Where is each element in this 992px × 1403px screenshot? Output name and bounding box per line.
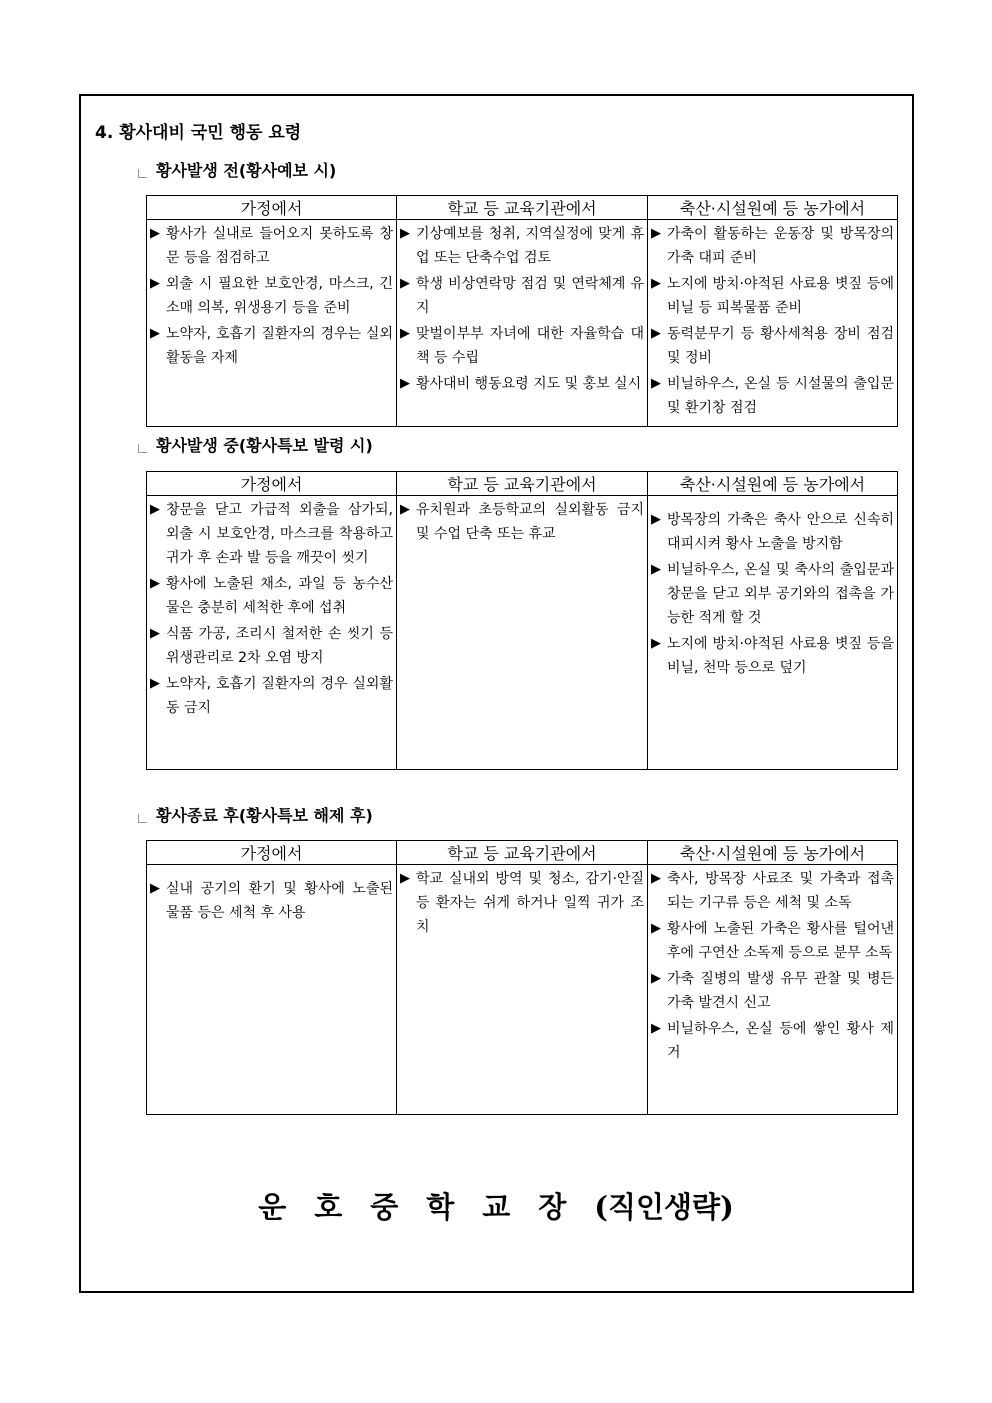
item-text: 맞벌이부부 자녀에 대한 자율학습 대책 등 수립	[416, 326, 644, 366]
table-header-row	[147, 472, 898, 496]
column-header-school: 학교 등 교육기관에서	[397, 841, 648, 865]
item-text: 황사에 노출된 가축은 황사를 털어낸 후에 구연산 소독제 등으로 분무 소독	[667, 921, 894, 961]
bullet-icon: ▶	[400, 326, 410, 341]
cell-home	[147, 865, 397, 1115]
list-item	[400, 498, 644, 546]
subheading-mark-icon	[138, 814, 147, 823]
bullet-icon: ▶	[400, 502, 410, 517]
table-row	[147, 496, 898, 770]
item-text: 노약자, 호흡기 질환자의 경우는 실외활동을 자제	[166, 326, 393, 366]
bullet-icon: ▶	[651, 871, 661, 886]
list-item	[651, 322, 894, 370]
bullet-icon: ▶	[651, 636, 661, 651]
list-item	[651, 917, 894, 965]
item-text: 유치원과 초등학교의 실외활동 금지 및 수업 단축 또는 휴교	[416, 502, 644, 542]
table-row	[147, 865, 898, 1115]
list-item	[651, 967, 894, 1015]
item-text: 가축 질병의 발생 유무 관찰 및 병든 가축 발견시 신고	[667, 971, 894, 1011]
item-text: 황사에 노출된 채소, 과일 등 농수산물은 충분히 세척한 후에 섭취	[166, 576, 393, 616]
section-title: 4. 황사대비 국민 행동 요령	[95, 123, 302, 143]
list-item	[150, 498, 393, 570]
item-text: 비닐하우스, 온실 및 축사의 출입문과 창문을 닫고 외부 공기와의 접촉을 가능한 적게 할 것	[667, 562, 894, 626]
subheading-during	[138, 433, 373, 456]
bullet-icon: ▶	[651, 326, 661, 341]
list-item	[150, 877, 393, 925]
bullet-icon: ▶	[400, 226, 410, 241]
subheading-mark-icon	[138, 169, 147, 178]
list-item	[651, 508, 894, 556]
item-text: 노지에 방치·야적된 사료용 볏짚 등에 비닐 등 피복물품 준비	[667, 276, 894, 316]
list-item	[651, 272, 894, 320]
item-text: 학생 비상연락망 점검 및 연락체계 유지	[416, 276, 644, 316]
bullet-icon: ▶	[651, 921, 661, 936]
cell-farm	[648, 220, 898, 427]
item-text: 비닐하우스, 온실 등에 쌓인 황사 제거	[667, 1021, 894, 1061]
bullet-icon: ▶	[651, 376, 661, 391]
subheading-before	[138, 158, 336, 181]
bullet-icon: ▶	[651, 562, 661, 577]
list-item	[400, 322, 644, 370]
column-header-school: 학교 등 교육기관에서	[397, 196, 648, 220]
list-item	[150, 622, 393, 670]
item-text: 노지에 방치·야적된 사료용 볏짚 등을 비닐, 천막 등으로 덮기	[667, 636, 894, 676]
bullet-icon: ▶	[400, 376, 410, 391]
item-text: 방목장의 가축은 축사 안으로 신속히 대피시켜 황사 노출을 방지함	[667, 512, 894, 552]
bullet-icon: ▶	[150, 676, 160, 691]
signature-name: 운호중학교장	[258, 1190, 595, 1224]
item-text: 실내 공기의 환기 및 황사에 노출된 물품 등은 세척 후 사용	[166, 881, 393, 921]
list-item	[651, 558, 894, 630]
cell-farm	[648, 865, 898, 1115]
cell-school	[397, 220, 648, 427]
item-text: 가축이 활동하는 운동장 및 방목장의 가축 대피 준비	[667, 226, 894, 266]
bullet-icon: ▶	[150, 502, 160, 517]
bullet-icon: ▶	[651, 276, 661, 291]
bullet-icon: ▶	[651, 971, 661, 986]
table-row	[147, 220, 898, 427]
list-item	[651, 632, 894, 680]
column-header-school: 학교 등 교육기관에서	[397, 472, 648, 496]
list-item	[150, 672, 393, 720]
subheading-mark-icon	[138, 444, 147, 453]
list-item	[150, 222, 393, 270]
bullet-icon: ▶	[150, 326, 160, 341]
cell-home	[147, 220, 397, 427]
list-item	[400, 867, 644, 939]
column-header-farm: 축산·시설원예 등 농가에서	[648, 196, 898, 220]
item-text: 비닐하우스, 온실 등 시설물의 출입문 및 환기창 점검	[667, 376, 894, 416]
table-after	[146, 840, 898, 1115]
list-item	[651, 222, 894, 270]
cell-school	[397, 865, 648, 1115]
bullet-icon: ▶	[651, 226, 661, 241]
list-item	[651, 1017, 894, 1065]
bullet-icon: ▶	[150, 276, 160, 291]
item-text: 식품 가공, 조리시 철저한 손 씻기 등 위생관리로 2차 오염 방지	[166, 626, 393, 666]
list-item	[150, 572, 393, 620]
table-during	[146, 471, 898, 770]
item-text: 학교 실내외 방역 및 청소, 감기·안질 등 환자는 쉬게 하거나 일찍 귀가 조치	[416, 871, 644, 935]
bullet-icon: ▶	[400, 871, 410, 886]
cell-home	[147, 496, 397, 770]
list-item	[651, 867, 894, 915]
list-item	[150, 272, 393, 320]
subheading-after	[138, 803, 373, 826]
list-item	[400, 372, 644, 396]
bullet-icon: ▶	[400, 276, 410, 291]
bullet-icon: ▶	[150, 576, 160, 591]
list-item	[150, 322, 393, 370]
item-text: 기상예보를 청취, 지역실정에 맞게 휴업 또는 단축수업 검토	[416, 226, 644, 266]
column-header-home: 가정에서	[147, 472, 397, 496]
list-item	[651, 372, 894, 420]
table-header-row	[147, 196, 898, 220]
subheading-label: 황사발생 중(황사특보 발령 시)	[156, 436, 373, 455]
bullet-icon: ▶	[150, 881, 160, 896]
item-text: 노약자, 호흡기 질환자의 경우 실외활동 금지	[166, 676, 393, 716]
item-text: 외출 시 필요한 보호안경, 마스크, 긴소매 의복, 위생용기 등을 준비	[166, 276, 393, 316]
column-header-farm: 축산·시설원예 등 농가에서	[648, 841, 898, 865]
item-text: 축사, 방목장 사료조 및 가축과 접촉되는 기구류 등은 세척 및 소독	[667, 871, 894, 911]
item-text: 황사가 실내로 들어오지 못하도록 창문 등을 점검하고	[166, 226, 393, 266]
column-header-home: 가정에서	[147, 841, 397, 865]
bullet-icon: ▶	[651, 1021, 661, 1036]
item-text: 동력분무기 등 황사세척용 장비 점검 및 정비	[667, 326, 894, 366]
bullet-icon: ▶	[651, 512, 661, 527]
signature-note: (직인생략)	[594, 1190, 734, 1224]
cell-school	[397, 496, 648, 770]
table-header-row	[147, 841, 898, 865]
subheading-label: 황사발생 전(황사예보 시)	[156, 161, 337, 180]
cell-farm	[648, 496, 898, 770]
subheading-label: 황사종료 후(황사특보 해제 후)	[156, 806, 373, 825]
column-header-farm: 축산·시설원예 등 농가에서	[648, 472, 898, 496]
item-text: 창문을 닫고 가급적 외출을 삼가되, 외출 시 보호안경, 마스크를 착용하고 귀가 후 손과 발 등을 깨끗이 씻기	[166, 502, 393, 566]
bullet-icon: ▶	[150, 626, 160, 641]
table-before	[146, 195, 898, 427]
column-header-home: 가정에서	[147, 196, 397, 220]
principal-signature	[0, 1185, 992, 1226]
bullet-icon: ▶	[150, 226, 160, 241]
list-item	[400, 272, 644, 320]
list-item	[400, 222, 644, 270]
item-text: 황사대비 행동요령 지도 및 홍보 실시	[416, 376, 642, 392]
